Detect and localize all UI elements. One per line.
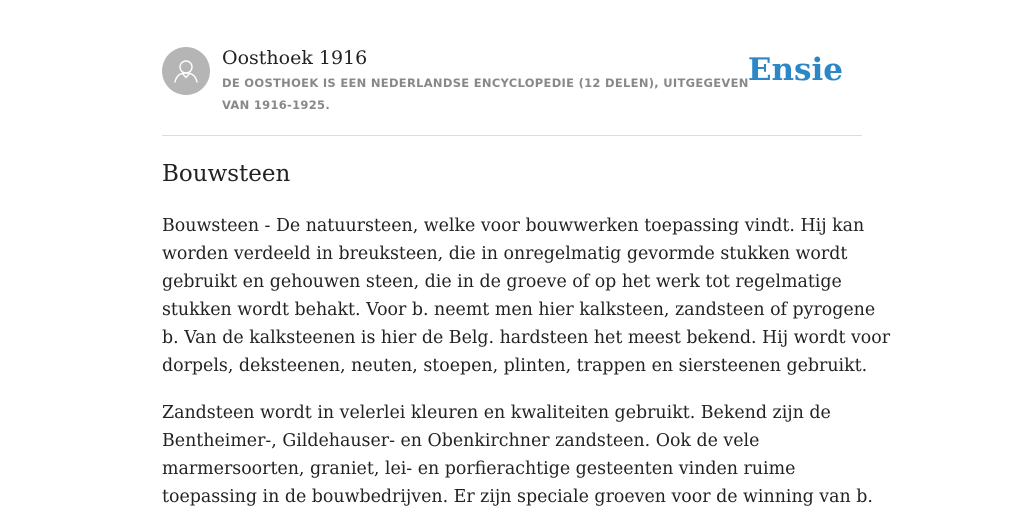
source-description-line: VAN 1916-1925. bbox=[222, 98, 331, 112]
source-header bbox=[162, 0, 862, 136]
paragraph-line: b. Van de kalksteenen is hier de Belg. hardsteen het meest bekend. Hij wordt voor bbox=[162, 328, 891, 348]
paragraph-line: toepassing in de bouwbedrijven. Er zijn speciale groeven voor de winning van b. bbox=[162, 487, 873, 507]
paragraph-line: dorpels, deksteenen, neuten, stoepen, plinten, trappen en siersteenen gebruikt. bbox=[162, 356, 868, 376]
paragraph-line: Bentheimer-, Gildehauser- en Obenkirchner zandsteen. Ook de vele bbox=[162, 431, 760, 451]
article-paragraph bbox=[162, 212, 891, 380]
source-description-line: DE OOSTHOEK IS EEN NEDERLANDSE ENCYCLOPEDIE (12 DELEN), UITGEGEVEN bbox=[222, 76, 749, 90]
paragraph-line: marmersoorten, graniet, lei- en porfierachtige gesteenten vinden ruime bbox=[162, 459, 796, 479]
article-paragraph bbox=[162, 399, 873, 511]
paragraph-line: gebruikt en gehouwen steen, die in de groeve of op het werk tot regelmatige bbox=[162, 272, 842, 292]
paragraph-line: worden verdeeld in breuksteen, die in onregelmatig gevormde stukken wordt bbox=[162, 244, 848, 264]
paragraph-line: Zandsteen wordt in velerlei kleuren en kwaliteiten gebruikt. Bekend zijn de bbox=[162, 403, 831, 423]
source-description bbox=[222, 72, 762, 116]
paragraph-line: stukken wordt behakt. Voor b. neemt men hier kalksteen, zandsteen of pyrogene bbox=[162, 300, 876, 320]
user-icon[interactable] bbox=[162, 47, 210, 95]
paragraph-line: Bouwsteen - De natuursteen, welke voor bouwwerken toepassing vindt. Hij kan bbox=[162, 216, 865, 236]
article-body bbox=[162, 212, 891, 512]
ensie-logo[interactable]: Ensie bbox=[747, 52, 843, 88]
page-container bbox=[162, 0, 891, 507]
source-name[interactable]: Oosthoek 1916 bbox=[222, 47, 368, 69]
article-title: Bouwsteen bbox=[162, 161, 291, 187]
